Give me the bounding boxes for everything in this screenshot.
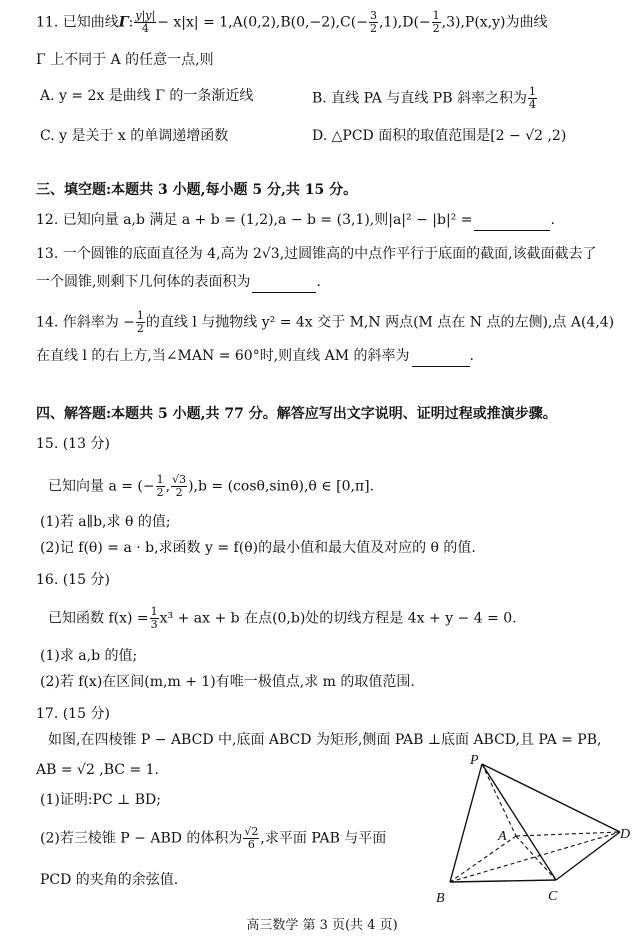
q16-head: 16. (15 分)	[36, 572, 110, 588]
q15-frac2	[171, 474, 187, 499]
label-A: A	[498, 829, 507, 844]
q14-slope-num: 1	[136, 309, 144, 322]
q17-volume-fraction	[243, 826, 259, 851]
edge-BC	[450, 880, 556, 882]
q17-line2: AB = √2 ,BC = 1.	[36, 762, 160, 778]
pyramid-figure	[428, 752, 634, 912]
q15-comma: ,	[165, 478, 171, 495]
section3-heading: 三、填空题:本题共 3 小题,每小题 5 分,共 15 分。	[36, 182, 358, 198]
q11-eq-num: y|y|	[135, 9, 156, 22]
q12-text: 12. 已知向量 a,b 满足 a + b = (1,2),a − b = (3,1),则|a|² − |b|² =	[36, 212, 473, 228]
q11-d-num: 1	[432, 9, 440, 22]
q15-frac2-den: 2	[175, 486, 183, 499]
q16-fraction	[150, 606, 159, 631]
q11-stem-start: 11. 已知曲线	[36, 14, 119, 31]
q15-frac1-den: 2	[156, 486, 164, 499]
q15-part1: (1)若 a∥b,求 θ 的值;	[40, 514, 171, 530]
edge-AD	[516, 832, 620, 836]
q11-c-num: 3	[369, 9, 377, 22]
label-P: P	[470, 753, 479, 768]
q11-d-den: 2	[432, 22, 440, 35]
q11-line2: Γ 上不同于 A 的任意一点,则	[36, 52, 214, 68]
edge-PC	[482, 764, 556, 880]
q14-text-b: 的直线 l 与抛物线 y² = 4x 交于 M,N 两点(M 点在 N 点的左侧),点 A(4,4)	[145, 314, 615, 331]
q13-end: .	[316, 274, 321, 290]
q11-c-den: 2	[369, 22, 377, 35]
q11-colon: :	[128, 14, 134, 31]
q17-part2-b: ,求平面 PAB 与平面	[260, 830, 387, 847]
q11-option-a: A. y = 2x 是曲线 Γ 的一条渐近线	[40, 88, 254, 104]
q17-part2-a: (2)若三棱锥 P − ABD 的体积为	[40, 830, 243, 847]
label-C: C	[548, 889, 558, 904]
q14-slope-fraction	[136, 310, 145, 335]
section4-heading: 四、解答题:本题共 5 小题,共 77 分。解答应写出文字说明、证明过程或推演步骤。	[36, 406, 557, 422]
q17-line1: 如图,在四棱锥 P − ABCD 中,底面 ABCD 为矩形,侧面 PAB ⊥底面 ABCD,且 PA = PB,	[48, 732, 602, 748]
q13-line2-text: 一个圆锥,则剩下几何体的表面积为	[36, 274, 251, 290]
q11-line1	[36, 10, 548, 35]
page-footer: 高三数学 第 3 页(共 4 页)	[246, 918, 398, 933]
q17-part2	[40, 826, 386, 851]
q12-answer-blank	[474, 210, 550, 231]
q11-points: − x|x| = 1,A(0,2),B(0,−2),C(−	[157, 14, 368, 31]
q14-line2-text: 在直线 l 的右上方,当∠MAN = 60°时,则直线 AM 的斜率为	[36, 348, 410, 364]
q17-head: 17. (15 分)	[36, 706, 110, 722]
q11-d-fraction	[432, 10, 441, 35]
q11-option-b	[312, 86, 538, 111]
q17-part1: (1)证明:PC ⊥ BD;	[40, 792, 161, 808]
q16-part2: (2)若 f(x)在区间(m,m + 1)有唯一极值点,求 m 的取值范围.	[40, 674, 415, 690]
q11-option-b-den: 4	[528, 98, 536, 111]
q16-frac-num: 1	[150, 605, 158, 618]
q14-answer-blank	[412, 346, 470, 367]
q11-points-3: ,3),P(x,y)为曲线	[441, 14, 548, 31]
q15-stem-b: ),b = (cosθ,sinθ),θ ∈ [0,π].	[188, 478, 375, 495]
q11-option-b-text: B. 直线 PA 与直线 PB 斜率之积为	[312, 90, 527, 107]
q16-stem	[48, 606, 517, 631]
edge-CD	[556, 832, 620, 880]
q11-option-b-fraction	[528, 86, 537, 111]
q13-answer-blank	[252, 272, 316, 293]
q11-gamma: Γ	[118, 14, 129, 31]
q17-volume-num: √2	[244, 825, 259, 838]
q13-line1: 13. 一个圆锥的底面直径为 4,高为 2√3,过圆锥高的中点作平行于底面的截面,该截面截去了	[36, 246, 597, 262]
q11-eq-den: 4	[141, 22, 149, 35]
q14-slope-den: 2	[136, 322, 144, 335]
q16-stem-a: 已知函数 f(x) =	[48, 610, 149, 627]
q13-line2	[36, 272, 321, 293]
q15-frac2-num: √3	[172, 473, 187, 486]
edge-PB	[450, 764, 482, 882]
q15-part2: (2)记 f(θ) = a · b,求函数 y = f(θ)的最小值和最大值及对应的 θ 的值.	[40, 540, 476, 556]
q17-part2-cont: PCD 的夹角的余弦值.	[40, 872, 179, 888]
q17-volume-den: 6	[247, 838, 255, 851]
q14-line1	[36, 310, 614, 335]
label-B: B	[436, 891, 445, 906]
q15-head: 15. (13 分)	[36, 436, 110, 452]
edge-AC	[516, 836, 556, 880]
q15-stem	[48, 474, 374, 499]
q12	[36, 210, 555, 231]
q11-c-fraction	[369, 10, 378, 35]
q15-stem-a: 已知向量 a = (−	[48, 478, 155, 495]
q11-option-c: C. y 是关于 x 的单调递增函数	[40, 128, 229, 144]
q11-points-2: ,1),D(−	[378, 14, 431, 31]
q14-line2	[36, 346, 474, 367]
q11-option-d: D. △PCD 面积的取值范围是[2 − √2 ,2)	[312, 128, 567, 144]
q16-stem-b: x³ + ax + b 在点(0,b)处的切线方程是 4x + y − 4 = 0.	[159, 610, 517, 627]
q15-frac1-num: 1	[156, 473, 164, 486]
q11-eq-fraction	[134, 10, 156, 35]
q16-part1: (1)求 a,b 的值;	[40, 648, 138, 664]
q16-frac-den: 3	[150, 618, 158, 631]
q11-option-b-num: 1	[528, 85, 536, 98]
q14-end: .	[469, 348, 474, 364]
edge-PD	[482, 764, 620, 832]
q12-end: .	[550, 212, 555, 228]
q15-frac1	[156, 474, 165, 499]
label-D: D	[620, 827, 631, 842]
q14-text-a: 14. 作斜率为 −	[36, 314, 135, 331]
edge-PA	[482, 764, 516, 836]
